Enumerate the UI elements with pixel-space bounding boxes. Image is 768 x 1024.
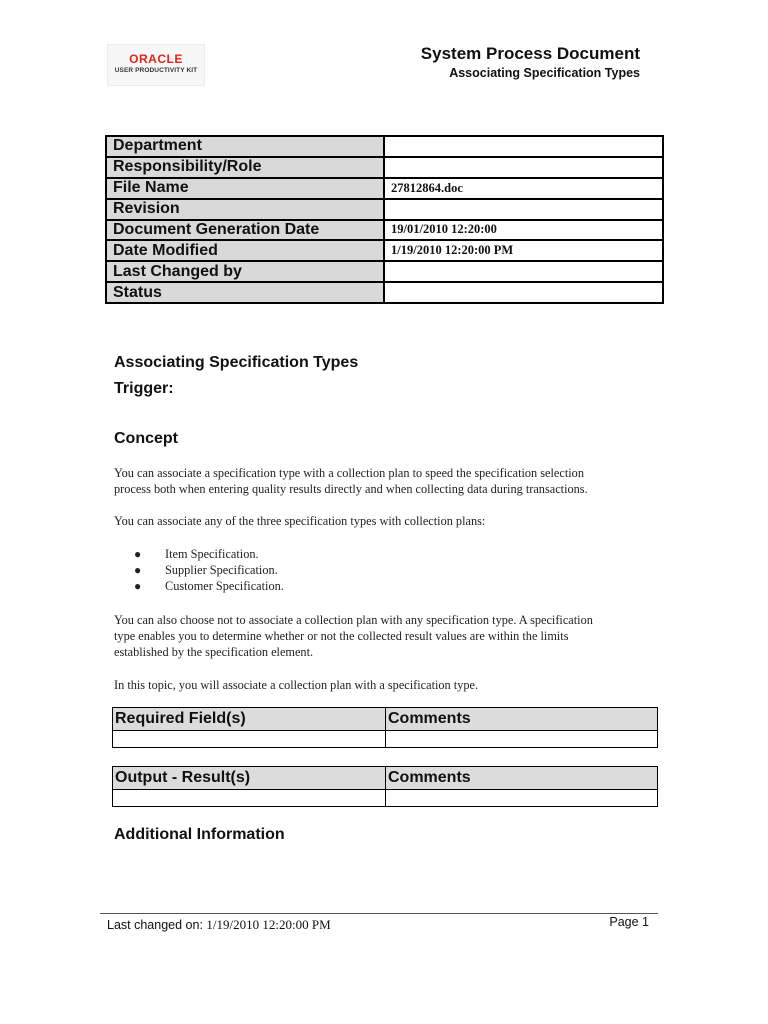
info-row-last-changed-by: [106, 261, 663, 282]
concept-heading: Concept: [114, 430, 178, 447]
info-value: [384, 199, 663, 220]
concept-paragraph-2: You can associate any of the three specification types with collection plans:: [114, 514, 486, 528]
document-subtitle: Associating Specification Types: [449, 66, 640, 80]
footer-last-changed-label: Last changed on:: [107, 918, 207, 932]
list-item: [134, 562, 284, 578]
concept-paragraph-3-line-2: type enables you to determine whether or not the collected result values are within the limits: [114, 629, 569, 643]
document-title: System Process Document: [420, 44, 640, 63]
table-cell: [386, 790, 658, 807]
info-value: [384, 261, 663, 282]
table-row: [113, 731, 658, 748]
column-header: Required Field(s): [113, 708, 386, 731]
footer-page-number: Page 1: [609, 915, 649, 929]
concept-paragraph-1-line-1: You can associate a specification type with a collection plan to speed the specification selection: [114, 466, 584, 480]
trigger-heading: Trigger:: [114, 380, 174, 397]
info-label: Last Changed by: [106, 261, 384, 282]
table-header-row: [113, 708, 658, 731]
footer-divider: [100, 913, 658, 914]
info-row-revision: [106, 199, 663, 220]
list-item-text: Customer Specification.: [165, 579, 284, 593]
bullet-icon: ●: [134, 547, 142, 561]
info-row-date-modified: [106, 240, 663, 261]
table-cell: [113, 790, 386, 807]
logo-product: USER PRODUCTIVITY KIT: [114, 67, 198, 74]
bullet-icon: ●: [134, 563, 142, 577]
specification-type-list: [134, 546, 284, 594]
column-header: Output - Result(s): [113, 767, 386, 790]
section-title: Associating Specification Types: [114, 354, 359, 371]
column-header: Comments: [386, 767, 658, 790]
bullet-icon: ●: [134, 579, 142, 593]
list-item-text: Supplier Specification.: [165, 563, 278, 577]
info-row-file-name: [106, 178, 663, 199]
document-info-table: [105, 135, 664, 304]
table-cell: [113, 731, 386, 748]
column-header: Comments: [386, 708, 658, 731]
info-value: 19/01/2010 12:20:00: [384, 220, 663, 241]
concept-paragraph-3-line-3: established by the specification element.: [114, 645, 314, 659]
info-label: Document Generation Date: [106, 220, 384, 241]
table-row: [113, 790, 658, 807]
list-item-text: Item Specification.: [165, 547, 259, 561]
info-row-status: [106, 282, 663, 303]
info-row-department: [106, 136, 663, 157]
concept-paragraph-1-line-2: process both when entering quality results directly and when collecting data during transactions.: [114, 482, 588, 496]
info-value: [384, 157, 663, 178]
info-value: 27812864.doc: [384, 178, 663, 199]
additional-information-heading: Additional Information: [114, 826, 285, 843]
info-value: 1/19/2010 12:20:00 PM: [384, 240, 663, 261]
oracle-upk-logo: [107, 44, 205, 86]
info-label: Revision: [106, 199, 384, 220]
table-cell: [386, 731, 658, 748]
info-label: Department: [106, 136, 384, 157]
info-label: File Name: [106, 178, 384, 199]
table-header-row: [113, 767, 658, 790]
list-item: [134, 546, 284, 562]
footer-last-changed-value: 1/19/2010 12:20:00 PM: [206, 917, 331, 932]
info-value: [384, 282, 663, 303]
info-row-responsibility: [106, 157, 663, 178]
concept-paragraph-3-line-1: You can also choose not to associate a collection plan with any specification type. A specification: [114, 613, 593, 627]
output-results-table: [112, 766, 658, 807]
info-label: Date Modified: [106, 240, 384, 261]
info-label: Responsibility/Role: [106, 157, 384, 178]
logo-brand: ORACLE: [129, 52, 183, 66]
required-fields-table: [112, 707, 658, 748]
info-row-generation-date: [106, 220, 663, 241]
info-value: [384, 136, 663, 157]
concept-paragraph-4: In this topic, you will associate a collection plan with a specification type.: [114, 678, 479, 692]
footer-last-changed: [107, 917, 331, 933]
info-label: Status: [106, 282, 384, 303]
list-item: [134, 578, 284, 594]
